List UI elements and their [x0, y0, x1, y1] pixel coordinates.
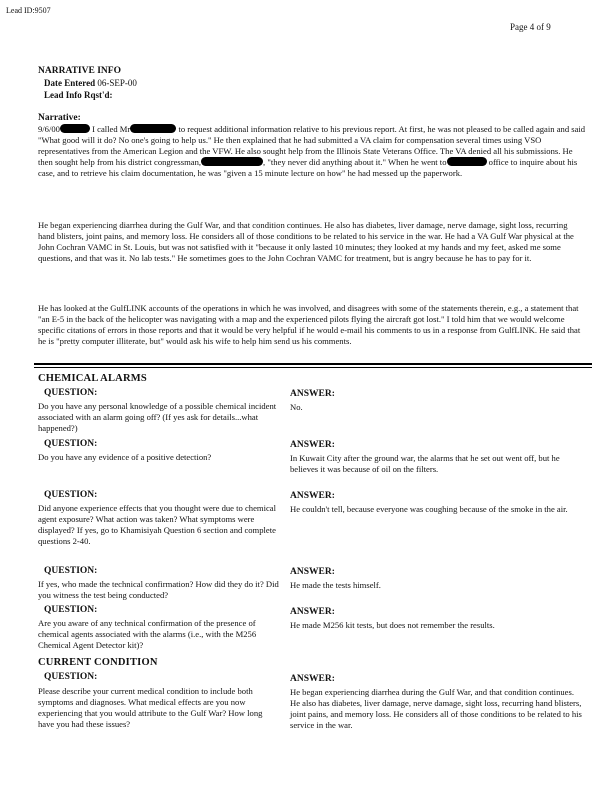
- question-text: Do you have any evidence of a positive detection?: [38, 452, 212, 462]
- narrative-date: 9/6/00: [38, 124, 60, 134]
- narrative-paragraph-3: He has looked at the GulfLINK accounts of the operations in which he was involved, and disagrees with some of the statements therein, e.g., a statement that "an E-5 in the back of the helicopter was navigating with a map and the experienced pilots flying the aircraft got lost." I told him that we would welcome specific citations of errors in those reports and that it would be very helpful if he would e-mail his comments to us in a response from GulfLINK. He said that he is "pretty computer illiterate, but" would ask his wife to help him send us his comments.: [38, 303, 581, 346]
- divider: [34, 367, 592, 368]
- narrative-paragraph-2: He began experiencing diarrhea during the Gulf War, and that condition continues. He also has diabetes, liver damage, nerve damage, sight loss, recurring hand blisters, joint pains, and memory loss. He considers all of those conditions to be related to his service in the war. He had a VA Gulf War physical at the John Cochran VAMC in St. Louis, but was not satisfied with it "because it only lasted 10 minutes; they looked at my hands and my feet, asked me some questions, and that was it. No lab tests." He sometimes goes to the John Cochran VAMC for treatment, but is angry because he has to pay for it.: [38, 220, 574, 263]
- answer-label: ANSWER:: [290, 607, 335, 617]
- answer-text: In Kuwait City after the ground war, the alarms that he set out went off, but he believes it was because of oil on the filters.: [290, 453, 560, 474]
- answer-label: ANSWER:: [290, 674, 335, 684]
- narrative-text: to request additional information relative to his previous report. At first, he was not pleased to be called again and said "What good will it do? No one's going to help us." He then explained that he had submitted a VA claim for compensation several times using VSO representatives from the American Legion and the VFW. He also sought help from the Illinois State Veterans Office. The VA denied all his submissions. He then sought help from his district congressman,: [38, 124, 586, 167]
- answer-label: ANSWER:: [290, 440, 335, 450]
- narrative-label: Narrative:: [38, 113, 81, 123]
- question-label: QUESTION:: [44, 672, 98, 682]
- redaction-bar: [201, 157, 263, 166]
- answer-text: He made M256 kit tests, but does not remember the results.: [290, 620, 495, 630]
- current-condition-title: CURRENT CONDITION: [38, 657, 158, 668]
- answer-text: He began experiencing diarrhea during the Gulf War, and that condition continues. He also has diabetes, liver damage, nerve damage, sight loss, recurring hand blisters, joint pains, and memory loss. He considers all of those conditions to be related to his service in the war.: [290, 687, 582, 730]
- narrative-text: I called Mr: [89, 124, 131, 134]
- date-entered-value: 06-SEP-00: [97, 78, 137, 88]
- question-text: If yes, who made the technical confirmation? How did they do it? Did you witness the test being conducted?: [38, 579, 279, 600]
- redaction-bar: [130, 124, 176, 133]
- narrative-paragraph-1: [38, 124, 586, 179]
- divider: [34, 363, 592, 365]
- date-entered-row: [44, 78, 137, 88]
- answer-text: He made the tests himself.: [290, 580, 381, 590]
- narrative-text: , "they never did anything about it." When he went to: [263, 157, 447, 167]
- answer-label: ANSWER:: [290, 491, 335, 501]
- answer-text: He couldn't tell, because everyone was coughing because of the smoke in the air.: [290, 504, 568, 514]
- question-text: Do you have any personal knowledge of a possible chemical incident associated with an alarm going off? (If yes ask for details...what happened?): [38, 401, 277, 433]
- date-entered-label: Date Entered: [44, 78, 96, 88]
- question-label: QUESTION:: [44, 605, 98, 615]
- answer-label: ANSWER:: [290, 389, 335, 399]
- chemical-alarms-title: CHEMICAL ALARMS: [38, 373, 147, 384]
- question-label: QUESTION:: [44, 388, 98, 398]
- answer-label: ANSWER:: [290, 567, 335, 577]
- narrative-info-title: NARRATIVE INFO: [38, 66, 121, 76]
- redaction-bar: [60, 124, 90, 133]
- question-label: QUESTION:: [44, 566, 98, 576]
- question-text: Did anyone experience effects that you thought were due to chemical agent exposure? What action was taken? What symptoms were displayed? If yes, go to Khamisiyah Question 6 section and complete questions 2-40.: [38, 503, 276, 546]
- question-label: QUESTION:: [44, 490, 98, 500]
- question-text: Please describe your current medical condition to include both symptoms and diagnoses. What medical effects are you now experiencing that you would attribute to the Gulf War? How long have you had these issues?: [38, 686, 263, 729]
- question-text: Are you aware of any technical confirmation of the presence of chemical agents associated with the alarms (i.e., with the M256 Chemical Agent Detector kit)?: [38, 618, 257, 650]
- page-number: Page 4 of 9: [510, 22, 551, 32]
- redaction-bar: [447, 157, 487, 166]
- question-label: QUESTION:: [44, 439, 98, 449]
- narrative-text: office to inquire about his case, and to retrieve his claim documentation, he was "given a 15 minute lecture on how" he had messed up the paperwork.: [38, 157, 578, 178]
- lead-id: Lead ID:9507: [6, 6, 51, 15]
- answer-text: No.: [290, 402, 303, 412]
- lead-info-label: Lead Info Rqst'd:: [44, 90, 113, 100]
